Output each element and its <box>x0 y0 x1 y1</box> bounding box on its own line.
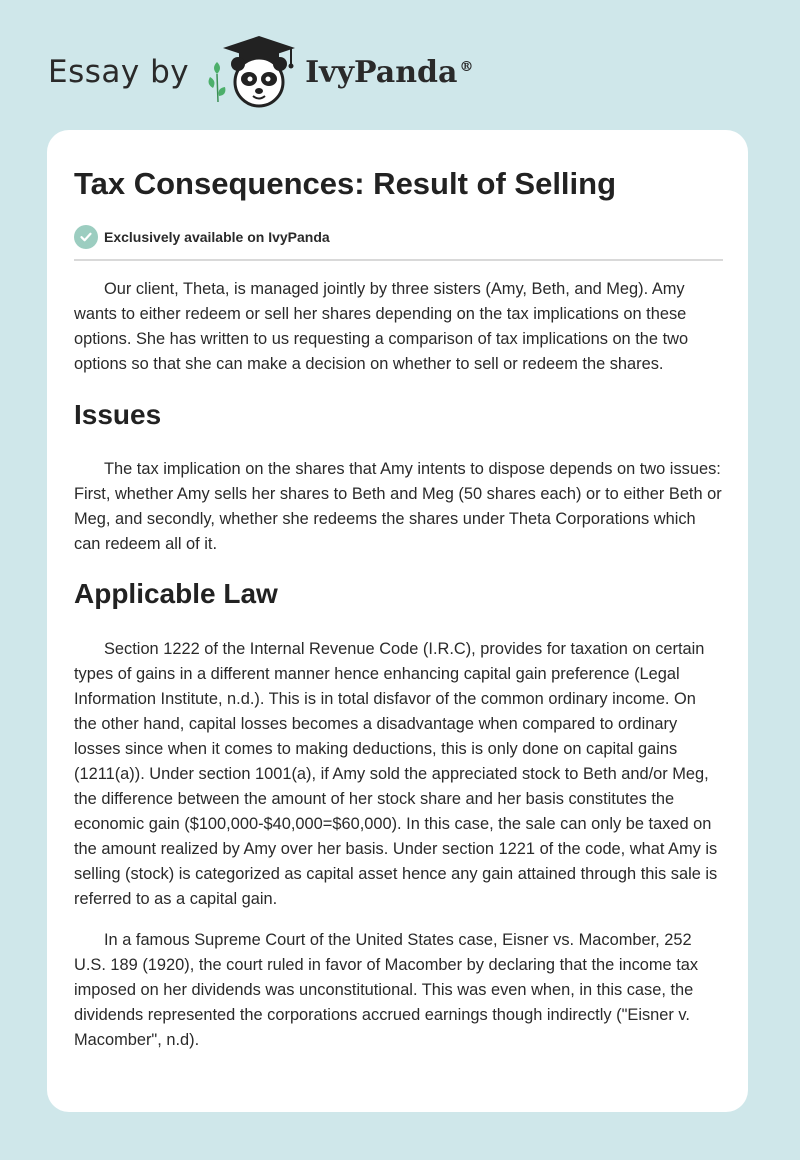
brand-name <box>305 55 473 90</box>
trademark-symbol: ® <box>459 58 474 75</box>
intro-paragraph: Our client, Theta, is managed jointly by three sisters (Amy, Beth, and Meg). Amy wants to either redeem or sell her shares depending on the tax implications on these options. She has written to us requesting a comparison of tax implications on the two options so that she can make a decision on whether to sell or redeem the shares. <box>74 280 689 373</box>
page-title: Tax Consequences: Result of Selling <box>74 166 617 201</box>
issues-paragraph: The tax implication on the shares that Amy intents to dispose depends on two issues: First, whether Amy sells her shares to Beth and Meg (50 shares each) or to either Beth or Meg, and secondly, whether she redeems the shares under Theta Corporations which can redeem all of it. <box>74 460 722 553</box>
exclusive-badge <box>74 224 723 250</box>
applicable-law-paragraph-1: Section 1222 of the Internal Revenue Code (I.R.C), provides for taxation on certain types of gains in a different manner hence enhancing capital gain preference (Legal Information Institute, n.d.). This is in total disfavor of the common ordinary income. On the other hand, capital losses becomes a disadvantage when compared to ordinary losses since when it comes to making deductions, this is only done on capital gains (1211(a)). Under section 1001(a), if Amy sold the appreciated stock to Beth and/or Meg, the difference between the amount of her stock share and her basis constitutes the economic gain ($100,000-$40,000=$60,000). In this case, the sale can only be taxed on the amount realized by Amy over her basis. Under section 1221 of the code, what Amy is selling (stock) is categorized as capital asset hence any gain attained through this sale is referred to as a capital gain. <box>74 640 718 908</box>
section-heading-applicable-law: Applicable Law <box>74 578 278 609</box>
ivypanda-logo[interactable] <box>203 32 473 112</box>
section-heading-issues: Issues <box>74 399 162 430</box>
essay-content <box>74 162 723 1053</box>
applicable-law-paragraph-2: In a famous Supreme Court of the United States case, Eisner vs. Macomber, 252 U.S. 189 (1920), the court ruled in favor of Macomber by declaring that the income tax imposed on her dividends was unconstitutional. This was even when, in this case, the dividends represented the corporations accrued earnings though indirectly ("Eisner v. Macomber", n.d). <box>74 931 699 1049</box>
essay-card <box>47 130 748 1112</box>
brand-name-text: IvyPanda <box>305 54 458 90</box>
essay-by-label: Essay by <box>48 54 190 90</box>
site-header <box>48 32 473 112</box>
title-divider <box>74 259 723 261</box>
check-icon <box>74 225 98 249</box>
panda-logo-icon <box>203 32 299 112</box>
exclusive-label: Exclusively available on IvyPanda <box>104 229 330 245</box>
